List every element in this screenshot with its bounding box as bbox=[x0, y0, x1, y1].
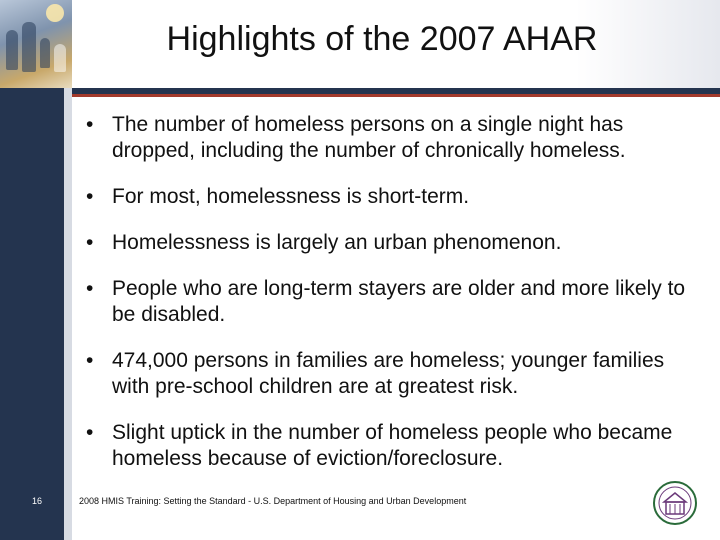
left-sidebar bbox=[0, 88, 72, 540]
bullet-text: For most, homelessness is short-term. bbox=[112, 185, 470, 208]
bullet-item bbox=[84, 230, 694, 256]
bullet-item bbox=[84, 276, 694, 328]
bullet-icon: • bbox=[86, 113, 94, 136]
bullet-text: The number of homeless persons on a single night has dropped, including the number of chronically homeless. bbox=[112, 113, 626, 162]
slide-title: Highlights of the 2007 AHAR bbox=[166, 20, 598, 58]
figure-shape bbox=[54, 44, 66, 72]
bullet-icon: • bbox=[86, 185, 94, 208]
bullet-icon: • bbox=[86, 421, 94, 444]
bullet-text: 474,000 persons in families are homeless; younger families with pre-school children are at greatest risk. bbox=[112, 349, 665, 398]
bullet-text: People who are long-term stayers are older and more likely to be disabled. bbox=[112, 277, 686, 326]
header-rule-red bbox=[72, 94, 720, 97]
bullet-item bbox=[84, 348, 694, 400]
bullet-text: Homelessness is largely an urban phenomenon. bbox=[112, 231, 562, 254]
figure-shape bbox=[22, 22, 36, 72]
bullet-item bbox=[84, 184, 694, 210]
bullet-icon: • bbox=[86, 349, 94, 372]
figure-shape bbox=[40, 38, 50, 68]
bullet-list bbox=[84, 112, 694, 492]
hud-seal-icon bbox=[652, 480, 698, 526]
bullet-item bbox=[84, 420, 694, 472]
bullet-icon: • bbox=[86, 231, 94, 254]
bullet-icon: • bbox=[86, 277, 94, 300]
people-collage-image bbox=[0, 0, 72, 88]
sun-shape bbox=[46, 4, 64, 22]
page-number: 16 bbox=[32, 496, 43, 506]
sidebar-edge bbox=[64, 88, 72, 540]
footer-text: 2008 HMIS Training: Setting the Standard - U.S. Department of Housing and Urban Development bbox=[79, 496, 467, 506]
bullet-item bbox=[84, 112, 694, 164]
bullet-text: Slight uptick in the number of homeless people who became homeless because of eviction/foreclosure. bbox=[112, 421, 673, 470]
figure-shape bbox=[6, 30, 18, 70]
